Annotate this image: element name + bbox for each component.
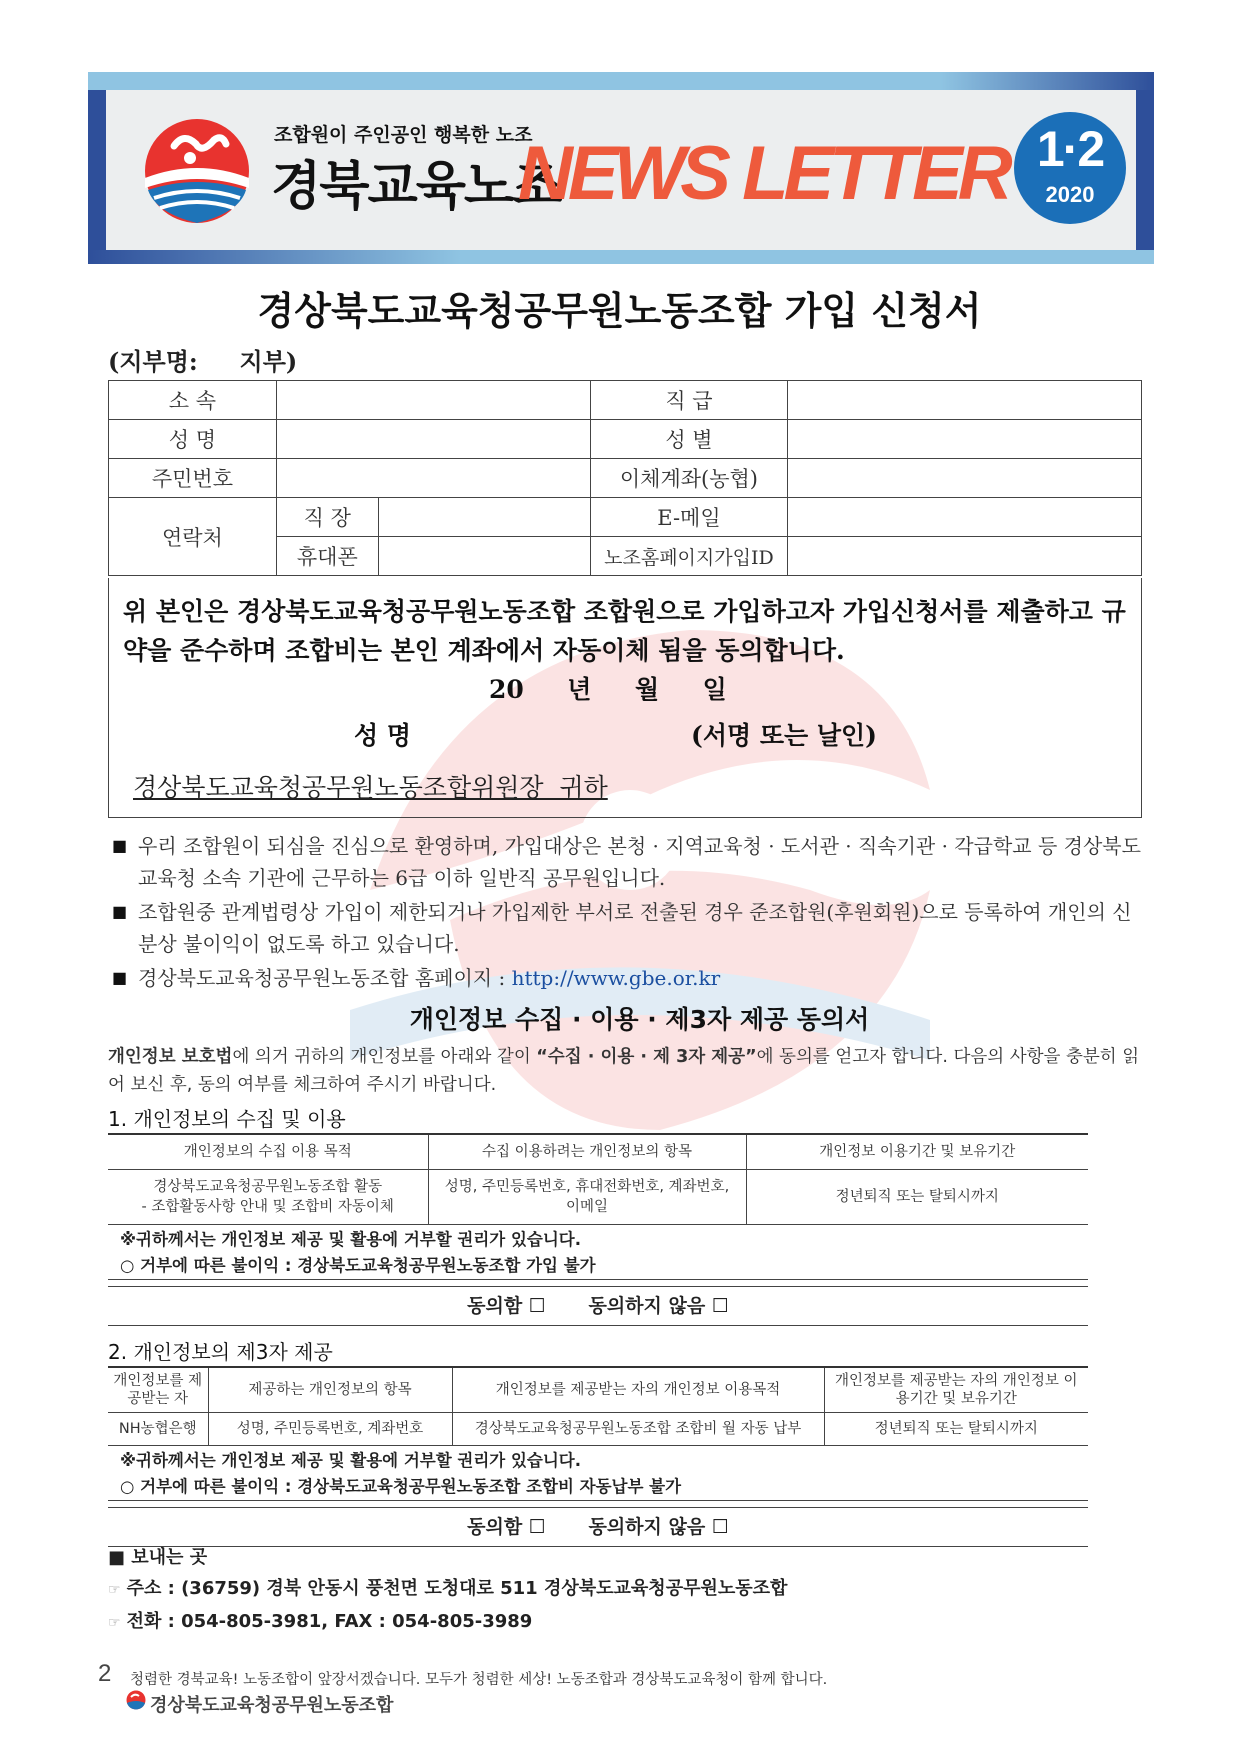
banner-panel: [106, 90, 1136, 250]
table-cell: [428, 1170, 746, 1225]
table-cell: 경상북도교육청공무원노동조합 조합비 월 자동 납부: [452, 1413, 824, 1446]
disagree-checkbox[interactable]: 동의하지 않음 ☐: [588, 1295, 729, 1317]
newsletter-wordmark: NEWS LETTER: [518, 131, 1008, 216]
table-row: [109, 498, 1142, 537]
table-row: [109, 381, 1142, 420]
section-title: 1. 개인정보의 수집 및 이용: [108, 1107, 346, 1131]
email-input[interactable]: [788, 498, 1142, 537]
pointing-hand-icon: ☞: [108, 1615, 121, 1631]
table-cell: 성명, 주민등록번호, 계좌번호: [208, 1413, 452, 1446]
square-bullet-icon: ■: [112, 836, 128, 855]
intro-text: 에 동의를 얻고자 합니다. 다음의 사항을 충분히 읽어 보신 후, 동의 여부를 체크하여 주시기 바랍니다.: [108, 1047, 1140, 1095]
square-bullet-icon: ■: [112, 968, 128, 987]
newsletter-banner: [88, 72, 1154, 264]
account-label: 이체계좌(농협): [590, 459, 788, 498]
page-number: 2: [98, 1660, 112, 1687]
union-logo-small-icon: [126, 1690, 146, 1710]
collection-table: [108, 1133, 1088, 1225]
signature-name-label: 성 명: [354, 721, 412, 750]
mobile-input[interactable]: [378, 537, 590, 576]
signature-date[interactable]: 20 년 월 일: [489, 675, 727, 704]
declaration-box: [108, 578, 1142, 818]
phone-line: [108, 1606, 787, 1639]
column-header: 개인정보를 제공받는 자의 개인정보 이용기간 및 보유기간: [824, 1367, 1088, 1413]
declaration-text: 위 본인은 경상북도교육청공무원노동조합 조합원으로 가입하고자 가입신청서를 제출하고 규약을 준수하며 조합비는 본인 계좌에서 자동이체 됨을 동의합니다.: [123, 597, 1126, 665]
addressee: 경상북도교육청공무원노동조합위원장 귀하: [133, 773, 608, 802]
rank-label: 직 급: [590, 381, 788, 420]
table-row: [108, 1413, 1088, 1446]
disadvantage-text: ○ 거부에 따른 불이익 : 경상북도교육청공무원노동조합 가입 불가: [120, 1256, 596, 1275]
work-phone-label: 직 장: [276, 498, 378, 537]
application-table: [108, 380, 1142, 576]
send-to-section: [108, 1542, 787, 1639]
square-bullet-icon: ■: [112, 902, 128, 921]
address-line: [108, 1573, 787, 1606]
union-logo-icon: [144, 118, 250, 224]
note-text: 조합원중 관계법령상 가입이 제한되거나 가입제한 부서로 전출된 경우 준조합원(후원회원)으로 등록하여 개인의 신분상 불이익이 없도록 하고 있습니다.: [138, 900, 1132, 956]
name-label: 성 명: [109, 420, 277, 459]
consent-choice-row: [108, 1286, 1088, 1326]
homepage-id-input[interactable]: [788, 537, 1142, 576]
disagree-checkbox[interactable]: 동의하지 않음 ☐: [588, 1516, 729, 1538]
column-header: 개인정보를 제공받는 자: [108, 1367, 208, 1413]
banner-top-ribbon: [88, 72, 1154, 90]
rights-notice: [108, 1225, 1088, 1280]
column-header: 제공하는 개인정보의 항목: [208, 1367, 452, 1413]
phone-text: 전화 : 054-805-3981, FAX : 054-805-3989: [126, 1611, 533, 1632]
contact-label: 연락처: [109, 498, 277, 576]
resident-number-input[interactable]: [276, 459, 590, 498]
signature-seal-label[interactable]: (서명 또는 날인): [691, 721, 877, 750]
privacy-consent-body: [108, 1043, 1144, 1547]
gender-label: 성 별: [590, 420, 788, 459]
account-input[interactable]: [788, 459, 1142, 498]
items-line: 이메일: [565, 1199, 609, 1215]
intro-text: 에 의거 귀하의 개인정보를 아래와 같이: [232, 1047, 537, 1067]
branch-name-field[interactable]: (지부명: 지부): [108, 347, 298, 376]
list-item: [108, 962, 1144, 994]
issue-number: 1·2: [1036, 121, 1104, 177]
table-cell: NH농협은행: [108, 1413, 208, 1446]
issue-badge: [1014, 112, 1126, 224]
email-label: E-메일: [590, 498, 788, 537]
rights-notice: [108, 1446, 1088, 1501]
column-header: 개인정보 이용기간 및 보유기간: [746, 1134, 1088, 1170]
footer-organization: 경상북도교육청공무원노동조합: [150, 1695, 394, 1716]
third-party-table: [108, 1366, 1088, 1446]
column-header: 개인정보를 제공받는 자의 개인정보 이용목적: [452, 1367, 824, 1413]
homepage-link[interactable]: http://www.gbe.or.kr: [511, 966, 721, 990]
affiliation-input[interactable]: [276, 381, 590, 420]
column-header: 개인정보의 수집 이용 목적: [108, 1134, 428, 1170]
form-title: 경상북도교육청공무원노동조합 가입 신청서: [257, 288, 982, 333]
union-slogan: 조합원이 주인공인 행복한 노조: [274, 124, 533, 146]
column-header: 수집 이용하려는 개인정보의 항목: [428, 1134, 746, 1170]
items-line: 성명, 주민등록번호, 휴대전화번호, 계좌번호,: [444, 1179, 730, 1195]
affiliation-label: 소 속: [109, 381, 277, 420]
table-row: [109, 459, 1142, 498]
table-row: [108, 1170, 1088, 1225]
period-cell: 정년퇴직 또는 탈퇴시까지: [746, 1170, 1088, 1225]
purpose-line: - 조합활동사항 안내 및 조합비 자동이체: [141, 1199, 394, 1215]
work-phone-input[interactable]: [378, 498, 590, 537]
table-row: [108, 1134, 1088, 1170]
agree-checkbox[interactable]: 동의함 ☐: [467, 1295, 546, 1317]
table-row: [109, 420, 1142, 459]
privacy-consent-title: 개인정보 수집 · 이용 · 제3자 제공 동의서: [409, 1005, 870, 1034]
send-to-title: ■ 보내는 곳: [108, 1547, 208, 1568]
note-text: 우리 조합원이 되심을 진심으로 환영하며, 가입대상은 본청 · 지역교육청 · 도서관 · 직속기관 · 각급학교 등 경상북도교육청 소속 기관에 근무하는 6급 이하 일반직 공무원입니다.: [138, 834, 1141, 890]
table-row: [108, 1367, 1088, 1413]
table-cell: [108, 1170, 428, 1225]
pointing-hand-icon: ☞: [108, 1582, 121, 1598]
resident-number-label: 주민번호: [109, 459, 277, 498]
rights-text: ※귀하께서는 개인정보 제공 및 활용에 거부할 권리가 있습니다.: [120, 1451, 581, 1470]
rights-text: ※귀하께서는 개인정보 제공 및 활용에 거부할 권리가 있습니다.: [120, 1230, 581, 1249]
name-input[interactable]: [276, 420, 590, 459]
consent-choice-row: [108, 1507, 1088, 1547]
notes-list: [108, 830, 1144, 996]
section-title: 2. 개인정보의 제3자 제공: [108, 1340, 333, 1364]
union-short-name: 경북교육노조: [271, 157, 561, 217]
footer-slogan: 청렴한 경북교육! 노동조합이 앞장서겠습니다. 모두가 청렴한 세상! 노동조합과 경상북도교육청이 함께 합니다.: [130, 1672, 828, 1688]
purpose-line: 경상북도교육청공무원노동조합 활동: [153, 1179, 383, 1195]
privacy-intro: [108, 1043, 1144, 1099]
banner-bottom-ribbon: [88, 250, 1154, 264]
rank-input[interactable]: [788, 381, 1142, 420]
gender-input[interactable]: [788, 420, 1142, 459]
issue-year: 2020: [1045, 182, 1095, 207]
disadvantage-text: ○ 거부에 따른 불이익 : 경상북도교육청공무원노동조합 조합비 자동납부 불가: [120, 1477, 682, 1496]
list-item: [108, 896, 1144, 960]
note-text: 경상북도교육청공무원노동조합 홈페이지 :: [138, 966, 512, 990]
table-cell: 정년퇴직 또는 탈퇴시까지: [824, 1413, 1088, 1446]
address-text: 주소 : (36759) 경북 안동시 풍천면 도청대로 511 경상북도교육청공무원노동조합: [126, 1578, 788, 1599]
agree-checkbox[interactable]: 동의함 ☐: [467, 1516, 546, 1538]
privacy-law-name: 개인정보 보호법: [108, 1047, 233, 1067]
homepage-id-label: 노조홈페이지가입ID: [590, 537, 788, 576]
mobile-label: 휴대폰: [276, 537, 378, 576]
list-item: [108, 830, 1144, 894]
intro-quote: “수집 · 이용 · 제 3자 제공”: [536, 1047, 757, 1067]
